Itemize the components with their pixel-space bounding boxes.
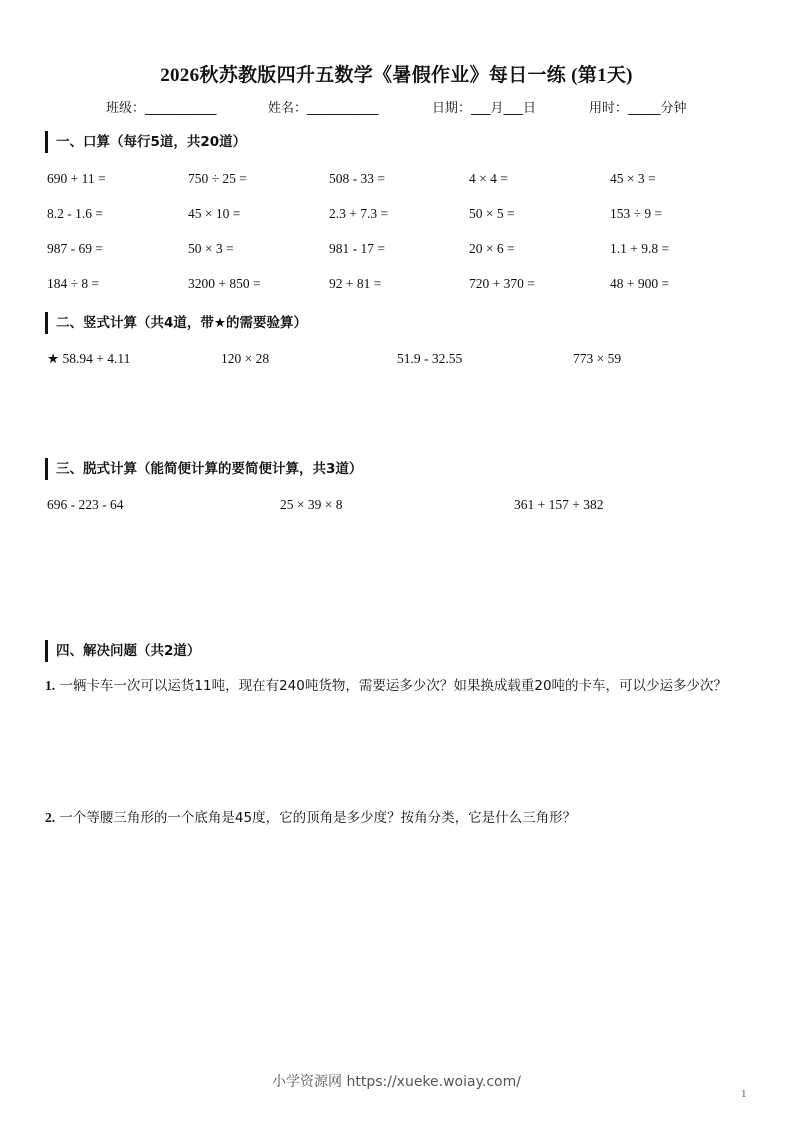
time-field: 用时：_____分钟: [589, 101, 687, 116]
page-title: 2026秋苏教版四升五数学《暑假作业》每日一练 (第1天): [160, 65, 633, 86]
oral-question: 2.3 + 7.3 =: [329, 206, 389, 221]
stepwise-question: 696 - 223 - 64: [47, 497, 124, 512]
section-heading-oral: 一、口算（每行5道，共20道）: [45, 131, 246, 153]
oral-question: 92 + 81 =: [329, 276, 382, 291]
oral-question: 50 × 3 =: [188, 241, 234, 256]
oral-question: 987 - 69 =: [47, 241, 103, 256]
oral-question: 981 - 17 =: [329, 241, 385, 256]
oral-question: 1.1 + 9.8 =: [610, 241, 670, 256]
oral-question: 48 + 900 =: [610, 276, 670, 291]
date-field: 日期：___月___日: [432, 101, 537, 116]
section-heading-stepwise: 三、脱式计算（能简便计算的要简便计算，共3道）: [45, 458, 362, 480]
oral-question: 690 + 11 =: [47, 171, 106, 186]
oral-question: 45 × 10 =: [188, 206, 241, 221]
oral-question: 4 × 4 =: [469, 171, 508, 186]
section-heading-vertical: 二、竖式计算（共4道，带★的需要验算）: [45, 312, 307, 334]
oral-question: 50 × 5 =: [469, 206, 515, 221]
oral-question: 153 ÷ 9 =: [610, 206, 663, 221]
problem-number: 2.: [45, 810, 56, 825]
stepwise-question: 361 + 157 + 382: [514, 497, 604, 512]
oral-question: 750 ÷ 25 =: [188, 171, 247, 186]
stepwise-question: 25 × 39 × 8: [280, 497, 343, 512]
oral-question: 3200 + 850 =: [188, 276, 261, 291]
student-info-row: [0, 97, 793, 117]
vertical-question: ★ 58.94 + 4.11: [47, 351, 131, 366]
page-number: 1: [741, 1088, 747, 1100]
word-problem: [45, 674, 727, 694]
section-heading-problems: 四、解决问题（共2道）: [45, 640, 200, 662]
word-problem: [45, 806, 576, 826]
vertical-question: 51.9 - 32.55: [397, 351, 463, 366]
oral-question: 508 - 33 =: [329, 171, 385, 186]
oral-question: 720 + 370 =: [469, 276, 535, 291]
problem-text: 一辆卡车一次可以运货11吨，现在有240吨货物，需要运多少次？如果换成载重20吨的卡车，可以少运多少次？: [55, 678, 728, 694]
vertical-question: 773 × 59: [573, 351, 622, 366]
problem-number: 1.: [45, 678, 56, 693]
oral-question: 20 × 6 =: [469, 241, 515, 256]
class-field: 班级：___________: [106, 101, 217, 116]
oral-question: 45 × 3 =: [610, 171, 656, 186]
vertical-question: 120 × 28: [221, 351, 270, 366]
oral-question: 184 ÷ 8 =: [47, 276, 100, 291]
footer-watermark: 小学资源网 https://xueke.woiay.com/: [272, 1074, 521, 1090]
oral-question: 8.2 - 1.6 =: [47, 206, 103, 221]
name-field: 姓名：___________: [268, 101, 379, 116]
problem-text: 一个等腰三角形的一个底角是45度，它的顶角是多少度？按角分类，它是什么三角形？: [55, 810, 577, 826]
